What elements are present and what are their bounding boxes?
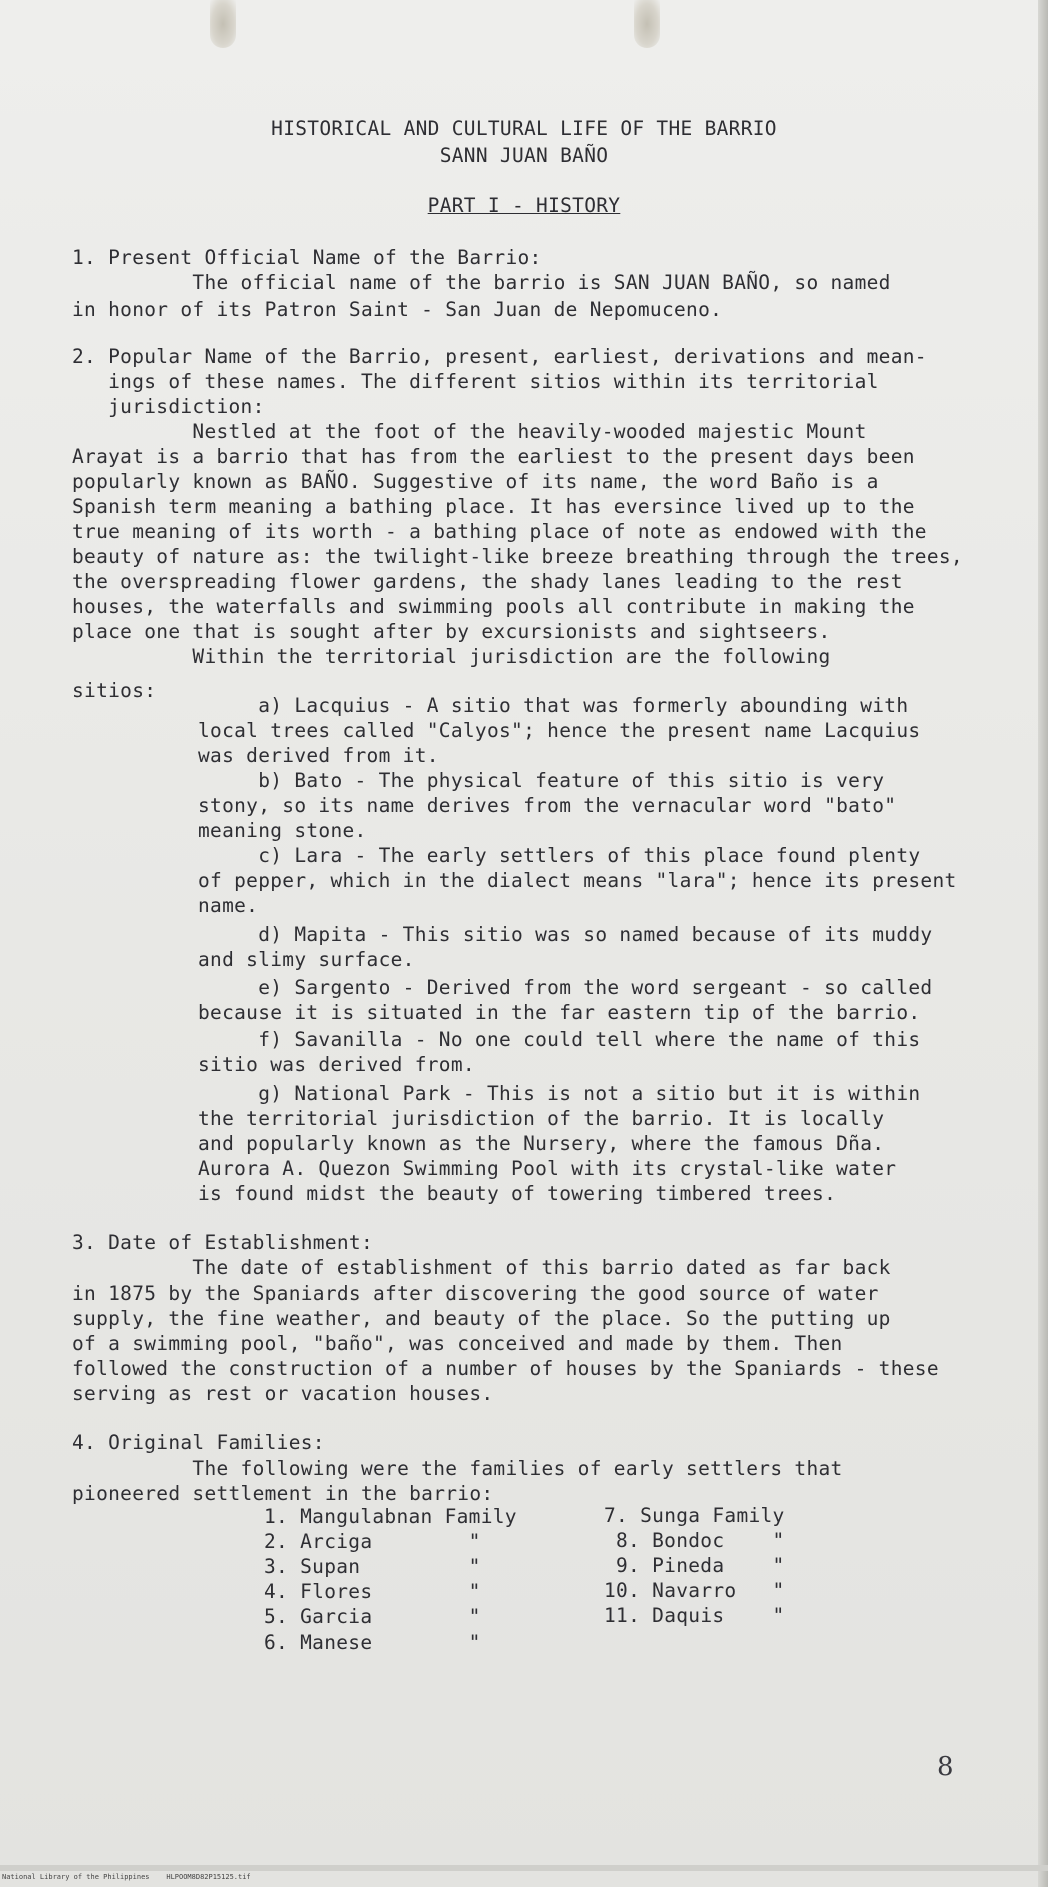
page-mark: 8 [937, 1752, 954, 1782]
sitio-line: g) National Park - This is not a sitio but it is within [198, 1082, 921, 1105]
scan-footer: National Library of the Philippines HLPOOM8D82P15125.tif [2, 1873, 251, 1881]
section-1-line: The official name of the barrio is SAN JUAN BAÑO, so named [72, 271, 891, 294]
paragraph-line: true meaning of its worth - a bathing place of note as endowed with the [72, 520, 927, 543]
section-4-heading: 4. Original Families: [72, 1431, 325, 1454]
sitio-line: b) Bato - The physical feature of this sitio is very [198, 769, 885, 792]
section-3-line: serving as rest or vacation houses. [72, 1382, 494, 1405]
sitio-line: because it is situated in the far eastern tip of the barrio. [198, 1001, 921, 1024]
paragraph-line: Arayat is a barrio that has from the earliest to the present days been [72, 445, 915, 468]
section-3-line: followed the construction of a number of houses by the Spaniards - these [72, 1357, 939, 1380]
paragraph-line: sitios: [72, 679, 157, 702]
paragraph-line: beauty of nature as: the twilight-like breeze breathing through the trees, [72, 545, 963, 568]
section-4-line: The following were the families of early settlers that [72, 1457, 843, 1480]
section-4-line: pioneered settlement in the barrio: [72, 1482, 494, 1505]
family-list-item: 7. Sunga Family [604, 1504, 785, 1527]
part-heading-text: PART I - HISTORY [427, 194, 621, 217]
sitio-line: d) Mapita - This sitio was so named because of its muddy [198, 923, 933, 946]
section-1-heading: 1. Present Official Name of the Barrio: [72, 246, 542, 269]
sitio-line: Aurora A. Quezon Swimming Pool with its crystal-like water [198, 1157, 897, 1180]
sitio-line: c) Lara - The early settlers of this place found plenty [198, 844, 921, 867]
family-list-item: 8. Bondoc " [616, 1529, 785, 1552]
section-1-line: in honor of its Patron Saint - San Juan de Nepomuceno. [72, 298, 723, 321]
sitio-line: name. [198, 894, 259, 917]
page-bottom-edge [0, 1865, 1048, 1871]
sitio-line: the territorial jurisdiction of the barrio. It is locally [198, 1107, 885, 1130]
part-heading [0, 193, 1048, 218]
family-list-item: 2. Arciga " [264, 1530, 481, 1553]
punch-hole-right [634, 0, 660, 48]
paragraph-line: the overspreading flower gardens, the shady lanes leading to the rest [72, 570, 903, 593]
section-2-heading: jurisdiction: [72, 395, 265, 418]
family-list-item: 6. Manese " [264, 1631, 481, 1654]
punch-hole-left [210, 0, 236, 48]
paragraph-line: Nestled at the foot of the heavily-wooded majestic Mount [72, 420, 867, 443]
section-3-line: in 1875 by the Spaniards after discovering the good source of water [72, 1282, 879, 1305]
family-list-item: 11. Daquis " [604, 1604, 785, 1627]
sitio-line: f) Savanilla - No one could tell where the name of this [198, 1028, 921, 1051]
section-3-line: of a swimming pool, "baño", was conceived and made by them. Then [72, 1332, 843, 1355]
sitio-line: meaning stone. [198, 819, 367, 842]
section-3-line: supply, the fine weather, and beauty of the place. So the putting up [72, 1307, 891, 1330]
sitio-line: a) Lacquius - A sitio that was formerly abounding with [198, 694, 909, 717]
section-2-heading: 2. Popular Name of the Barrio, present, earliest, derivations and mean- [72, 345, 927, 368]
page-edge-shadow [1038, 0, 1048, 1887]
sitio-line: is found midst the beauty of towering timbered trees. [198, 1182, 837, 1205]
sitio-line: and slimy surface. [198, 948, 415, 971]
sitio-line: local trees called "Calyos"; hence the present name Lacquius [198, 719, 921, 742]
paragraph-line: Spanish term meaning a bathing place. It has eversince lived up to the [72, 495, 915, 518]
family-list-item: 1. Mangulabnan Family [264, 1505, 517, 1528]
family-list-item: 10. Navarro " [604, 1579, 785, 1602]
sitio-line: stony, so its name derives from the vernacular word "bato" [198, 794, 897, 817]
sitio-line: and popularly known as the Nursery, where the famous Dña. [198, 1132, 885, 1155]
sitio-line: sitio was derived from. [198, 1053, 475, 1076]
family-list-item: 9. Pineda " [616, 1554, 785, 1577]
section-2-heading: ings of these names. The different sitios within its territorial [72, 370, 879, 393]
sitio-line: e) Sargento - Derived from the word sergeant - so called [198, 976, 933, 999]
family-list-item: 5. Garcia " [264, 1605, 481, 1628]
section-3-heading: 3. Date of Establishment: [72, 1231, 373, 1254]
barrio-name-title: SANN JUAN BAÑO [439, 144, 609, 167]
paragraph-line: Within the territorial jurisdiction are the following [72, 645, 831, 668]
paragraph-line: popularly known as BAÑO. Suggestive of its name, the word Baño is a [72, 470, 879, 493]
sitio-line: was derived from it. [198, 744, 439, 767]
document-title: HISTORICAL AND CULTURAL LIFE OF THE BARRIO [271, 117, 777, 140]
paragraph-line: houses, the waterfalls and swimming pools all contribute in making the [72, 595, 915, 618]
family-list-item: 3. Supan " [264, 1555, 481, 1578]
section-3-line: The date of establishment of this barrio dated as far back [72, 1256, 891, 1279]
paragraph-line: place one that is sought after by excursionists and sightseers. [72, 620, 831, 643]
family-list-item: 4. Flores " [264, 1580, 481, 1603]
sitio-line: of pepper, which in the dialect means "lara"; hence its present [198, 869, 957, 892]
